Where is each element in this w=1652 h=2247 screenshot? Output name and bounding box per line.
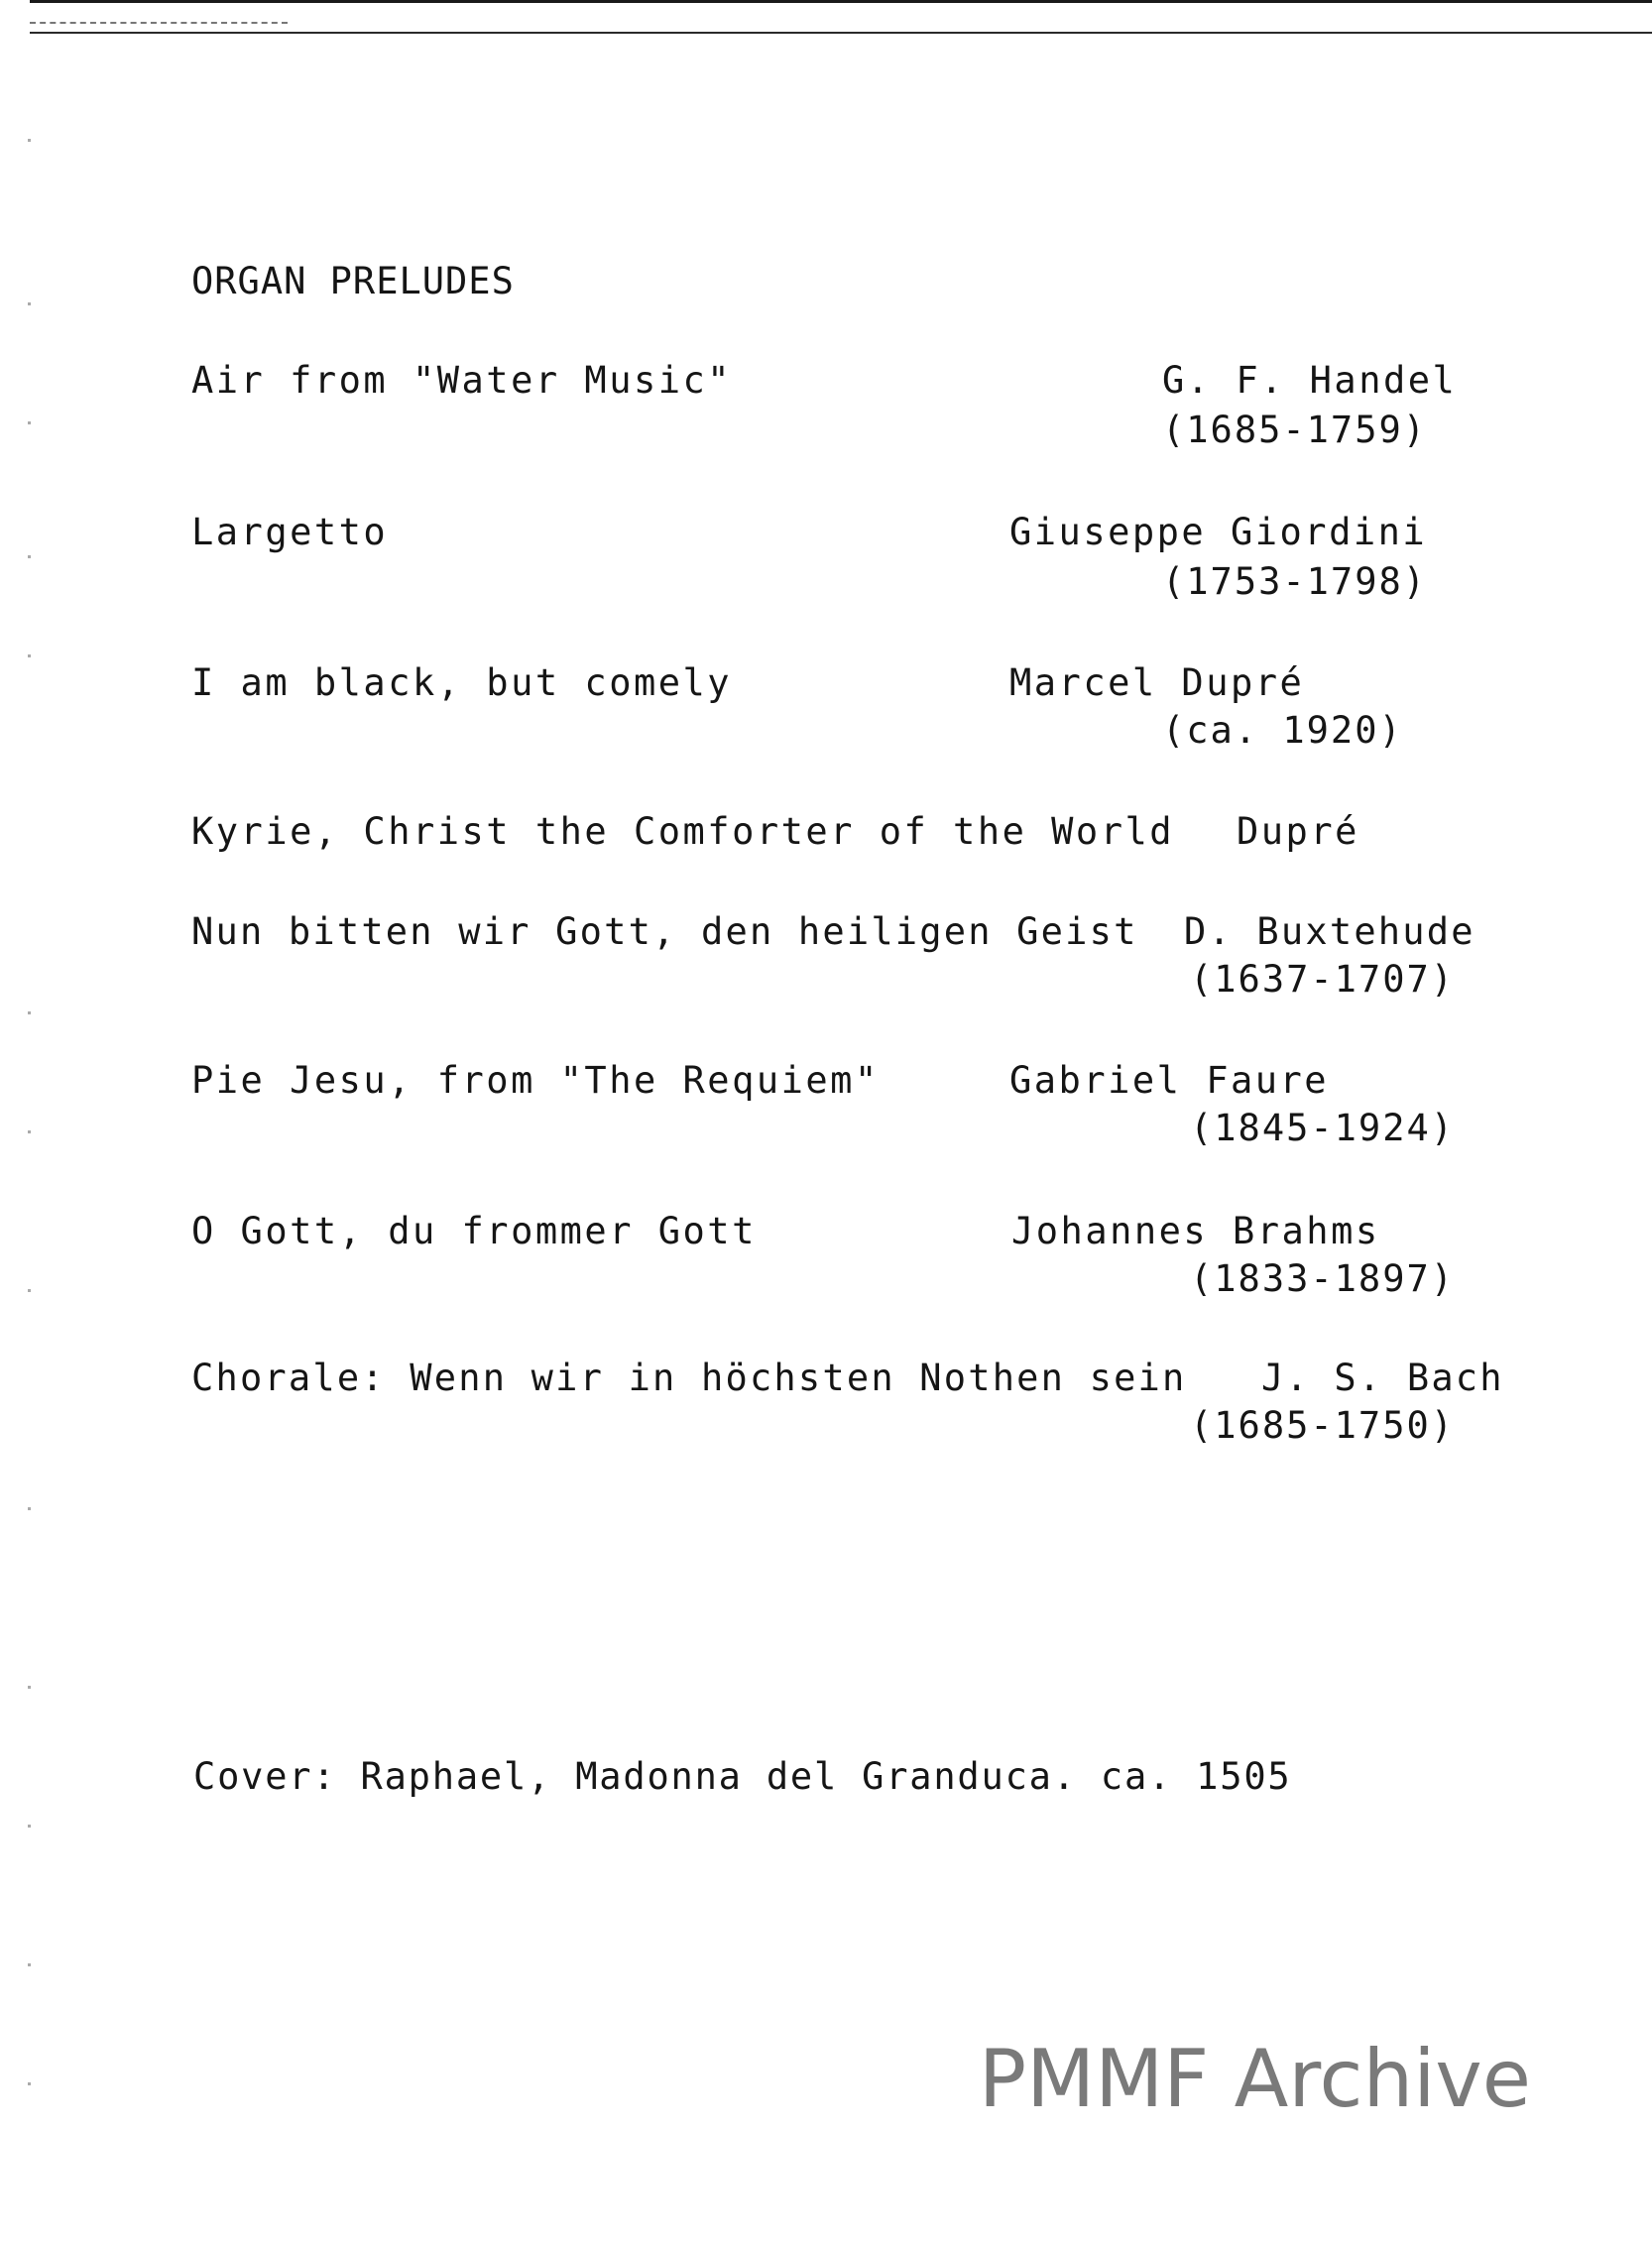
piece-dates: (1753-1798) [1162,560,1428,603]
piece-dates: (ca. 1920) [1162,709,1403,752]
top-rule-line [30,32,1652,34]
archive-watermark: PMMF Archive [978,2033,1531,2125]
left-margin-marks [28,139,32,2122]
section-heading: ORGAN PRELUDES [191,260,515,302]
piece-composer: Johannes Brahms [1011,1210,1380,1252]
piece-dates: (1637-1707) [1190,958,1456,1001]
piece-title: Kyrie, Christ the Comforter of the World [191,810,1175,853]
piece-title: Pie Jesu, from "The Requiem" [191,1059,880,1102]
piece-dates: (1685-1750) [1190,1404,1456,1447]
piece-composer: Giuseppe Giordini [1009,511,1428,553]
top-border-line [30,0,1652,3]
piece-title: I am black, but comely [191,661,733,704]
cover-credit: Cover: Raphael, Madonna del Granduca. ca. 1505 [193,1755,1292,1798]
piece-dates: (1685-1759) [1162,409,1428,451]
piece-dates: (1845-1924) [1190,1107,1456,1149]
piece-dates: (1833-1897) [1190,1257,1456,1300]
piece-title: Chorale: Wenn wir in höchsten Nothen sein [191,1357,1187,1399]
piece-composer: Dupré [1237,810,1359,853]
piece-composer: G. F. Handel [1162,359,1458,402]
piece-composer: D. Buxtehude [1184,910,1475,953]
piece-title: Air from "Water Music" [191,359,733,402]
piece-composer: J. S. Bach [1261,1357,1504,1399]
piece-title: Largetto [191,511,389,553]
top-dashed-line [30,22,288,25]
piece-composer: Marcel Dupré [1009,661,1305,704]
piece-composer: Gabriel Faure [1009,1059,1330,1102]
piece-title: O Gott, du frommer Gott [191,1210,757,1252]
piece-title: Nun bitten wir Gott, den heiligen Geist [191,910,1138,953]
